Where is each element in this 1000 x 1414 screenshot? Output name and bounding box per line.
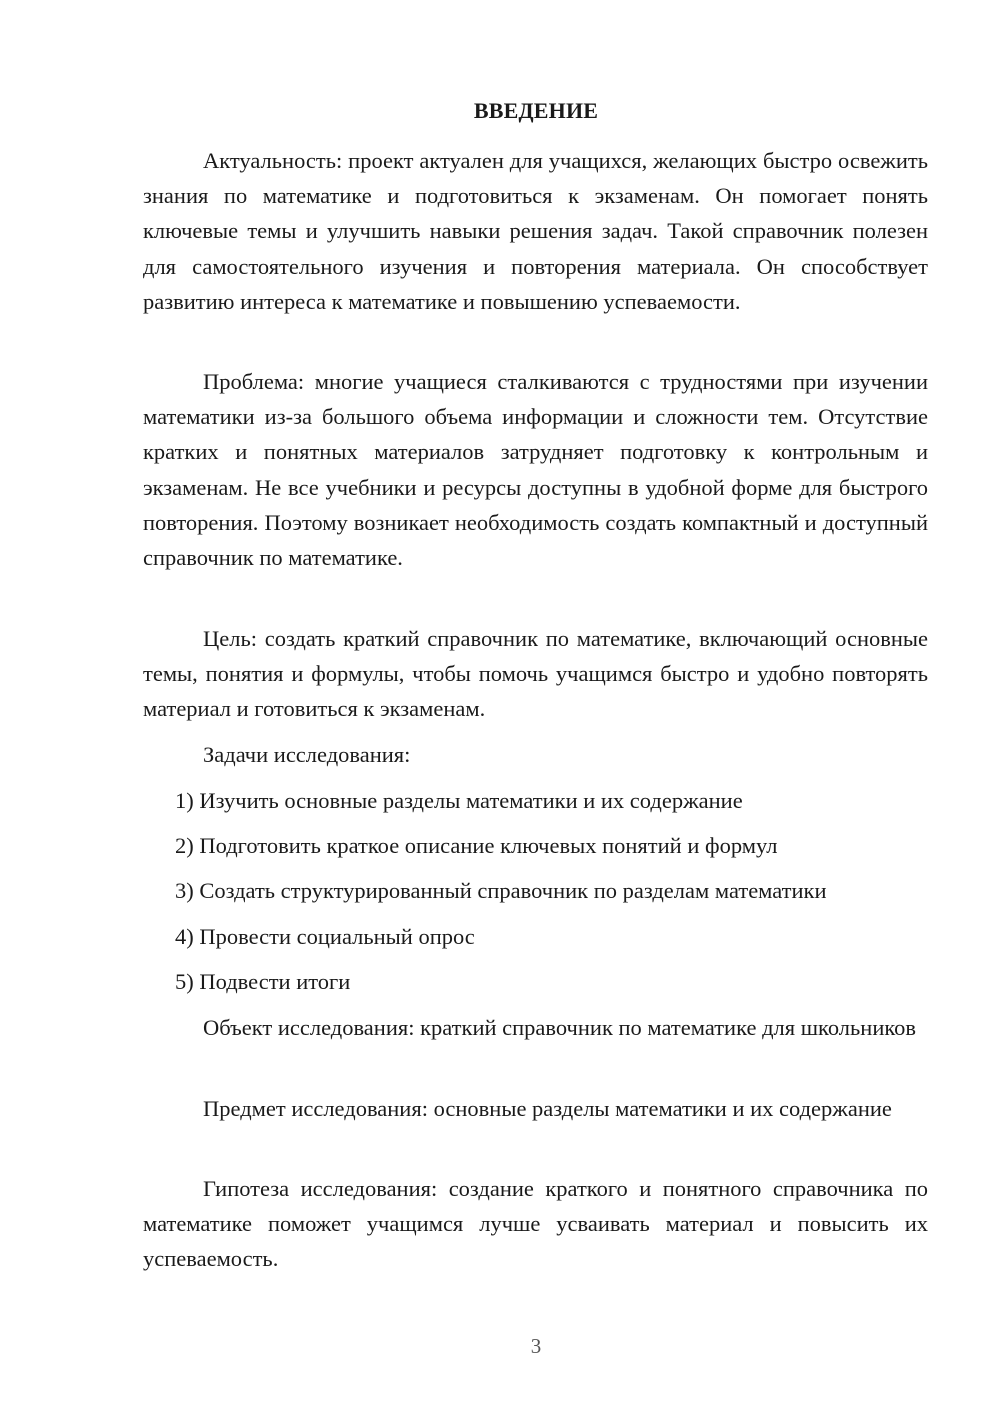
task-item: 3) Создать структурированный справочник по разделам математики (175, 878, 827, 903)
hypothesis-block (143, 1171, 928, 1277)
goal-block (143, 621, 928, 727)
object-block (143, 1010, 928, 1045)
problem-block (143, 364, 928, 575)
subject-paragraph: Предмет исследования: основные разделы математики и их содержание (203, 1096, 892, 1121)
tasks-title-block (143, 737, 928, 772)
page-number: 3 (530, 1334, 542, 1358)
goal-paragraph: Цель: создать краткий справочник по математике, включающий основные темы, понятия и формулы, чтобы помочь учащимся быстро и удобно повторять материал и готовиться к экзаменам. (143, 626, 928, 722)
task-item: 4) Провести социальный опрос (175, 924, 475, 949)
task-item: 2) Подготовить краткое описание ключевых понятий и формул (175, 833, 778, 858)
relevance-block (143, 143, 928, 319)
page-heading: ВВЕДЕНИЕ (473, 98, 599, 123)
task-item: 5) Подвести итоги (175, 969, 351, 994)
subject-block (143, 1091, 928, 1126)
object-paragraph: Объект исследования: краткий справочник по математике для школьников (203, 1015, 917, 1040)
tasks-title: Задачи исследования: (203, 742, 411, 767)
problem-paragraph: Проблема: многие учащиеся сталкиваются с трудностями при изучении математики из-за большого объема информации и сложности тем. Отсутствие кратких и понятных материалов затрудняет подготовку к контрольным и экзаменам. Не все учебники и ресурсы доступны в удобной форме для быстрого повторения. Поэтому возникает необходимость создать компактный и доступный справочник по математике. (143, 369, 928, 571)
hypothesis-paragraph: Гипотеза исследования: создание краткого и понятного справочника по математике поможет учащимся лучше усваивать материал и повысить их успеваемость. (143, 1176, 928, 1272)
relevance-paragraph: Актуальность: проект актуален для учащихся, желающих быстро освежить знания по математике и подготовиться к экзаменам. Он помогает понять ключевые темы и улучшить навыки решения задач. Такой справочник полезен для самостоятельного изучения и повторения материала. Он способствует развитию интереса к математике и повышению успеваемости. (143, 148, 928, 314)
task-item: 1) Изучить основные разделы математики и их содержание (175, 788, 743, 813)
